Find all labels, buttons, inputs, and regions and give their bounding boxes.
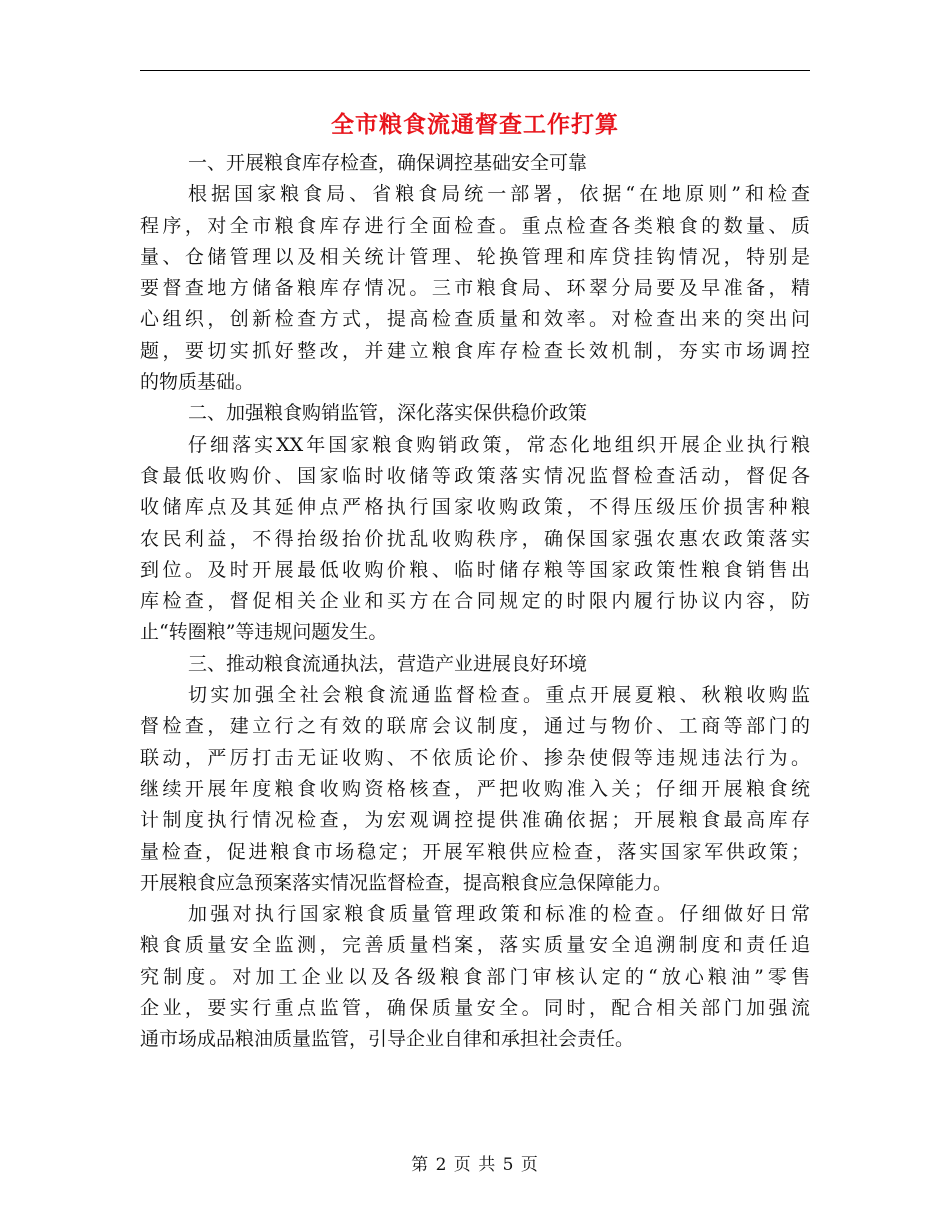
paragraph: [140, 680, 810, 899]
paragraph-line: 切实加强全社会粮食流通监督检查。重点开展夏粮、秋粮收购监: [188, 684, 810, 707]
paragraph: [140, 398, 810, 429]
paragraph-line: 计制度执行情况检查，为宏观调控提供准确依据；开展粮食最高库存: [140, 809, 810, 832]
document-title: 全市粮食流通督查工作打算: [331, 111, 619, 138]
page-number: 第 2 页 共 5 页: [411, 1155, 539, 1175]
section-heading: 一、开展粮食库存检查，确保调控基础安全可靠: [188, 152, 588, 174]
paragraph-line: 农民利益，不得抬级抬价扰乱收购秩序，确保国家强农惠农政策落实: [140, 527, 810, 550]
section-heading: 三、推动粮食流通执法，营造产业进展良好环境: [188, 652, 588, 675]
paragraph-line: 企业，要实行重点监管，确保质量安全。同时，配合相关部门加强流: [140, 997, 810, 1020]
paragraph: [140, 430, 810, 649]
header-rule: [140, 70, 810, 71]
paragraph: [140, 899, 810, 1055]
paragraph-line: 粮食质量安全监测，完善质量档案，落实质量安全追溯制度和责任追: [140, 934, 810, 957]
paragraph-line: 根据国家粮食局、省粮食局统一部署，依据“在地原则”和检查: [188, 183, 810, 206]
paragraph-line: 量、仓储管理以及相关统计管理、轮换管理和库贷挂钩情况，特别是: [140, 245, 810, 268]
paragraph-line: 收储库点及其延伸点严格执行国家收购政策，不得压级压价损害种粮: [140, 496, 810, 519]
paragraph-line: 心组织，创新检查方式，提高检查质量和效率。对检查出来的突出问: [140, 308, 810, 331]
paragraph-line: 库检查，督促相关企业和买方在合同规定的时限内履行协议内容，防: [140, 590, 810, 613]
paragraph: [140, 148, 810, 179]
paragraph-line: 联动，严厉打击无证收购、不依质论价、掺杂使假等违规违法行为。: [140, 746, 810, 769]
paragraph-line: 督检查，建立行之有效的联席会议制度，通过与物价、工商等部门的: [140, 715, 810, 738]
paragraph-line: 继续开展年度粮食收购资格核查，严把收购准入关；仔细开展粮食统: [140, 777, 810, 800]
document-body: [140, 148, 810, 1056]
paragraph-line: 止“转圈粮”等违规问题发生。: [140, 621, 388, 644]
paragraph-line: 程序，对全市粮食库存进行全面检查。重点检查各类粮食的数量、质: [140, 214, 810, 237]
paragraph: [140, 179, 810, 398]
paragraph-line: 究制度。对加工企业以及各级粮食部门审核认定的“放心粮油”零售: [140, 965, 810, 988]
paragraph-line: 加强对执行国家粮食质量管理政策和标准的检查。仔细做好日常: [188, 903, 810, 926]
paragraph-line: 食最低收购价、国家临时收储等政策落实情况监督检查活动，督促各: [140, 464, 810, 487]
paragraph-line: 到位。及时开展最低收购价粮、临时储存粮等国家政策性粮食销售出: [140, 558, 810, 581]
paragraph-line: 题，要切实抓好整改，并建立粮食库存检查长效机制，夯实市场调控: [140, 339, 810, 362]
paragraph: [140, 649, 810, 680]
paragraph-line: 量检查，促进粮食市场稳定；开展军粮供应检查，落实国家军供政策；: [140, 840, 810, 863]
section-heading: 二、加强粮食购销监管，深化落实保供稳价政策: [188, 402, 588, 425]
paragraph-line: 仔细落实XX年国家粮食购销政策，常态化地组织开展企业执行粮: [188, 433, 810, 456]
paragraph-line: 要督查地方储备粮库存情况。三市粮食局、环翠分局要及早准备，精: [140, 277, 810, 300]
paragraph-line: 开展粮食应急预案落实情况监督检查，提高粮食应急保障能力。: [140, 871, 673, 894]
paragraph-line: 通市场成品粮油质量监管，引导企业自律和承担社会责任。: [140, 1028, 635, 1051]
paragraph-line: 的物质基础。: [140, 371, 255, 394]
